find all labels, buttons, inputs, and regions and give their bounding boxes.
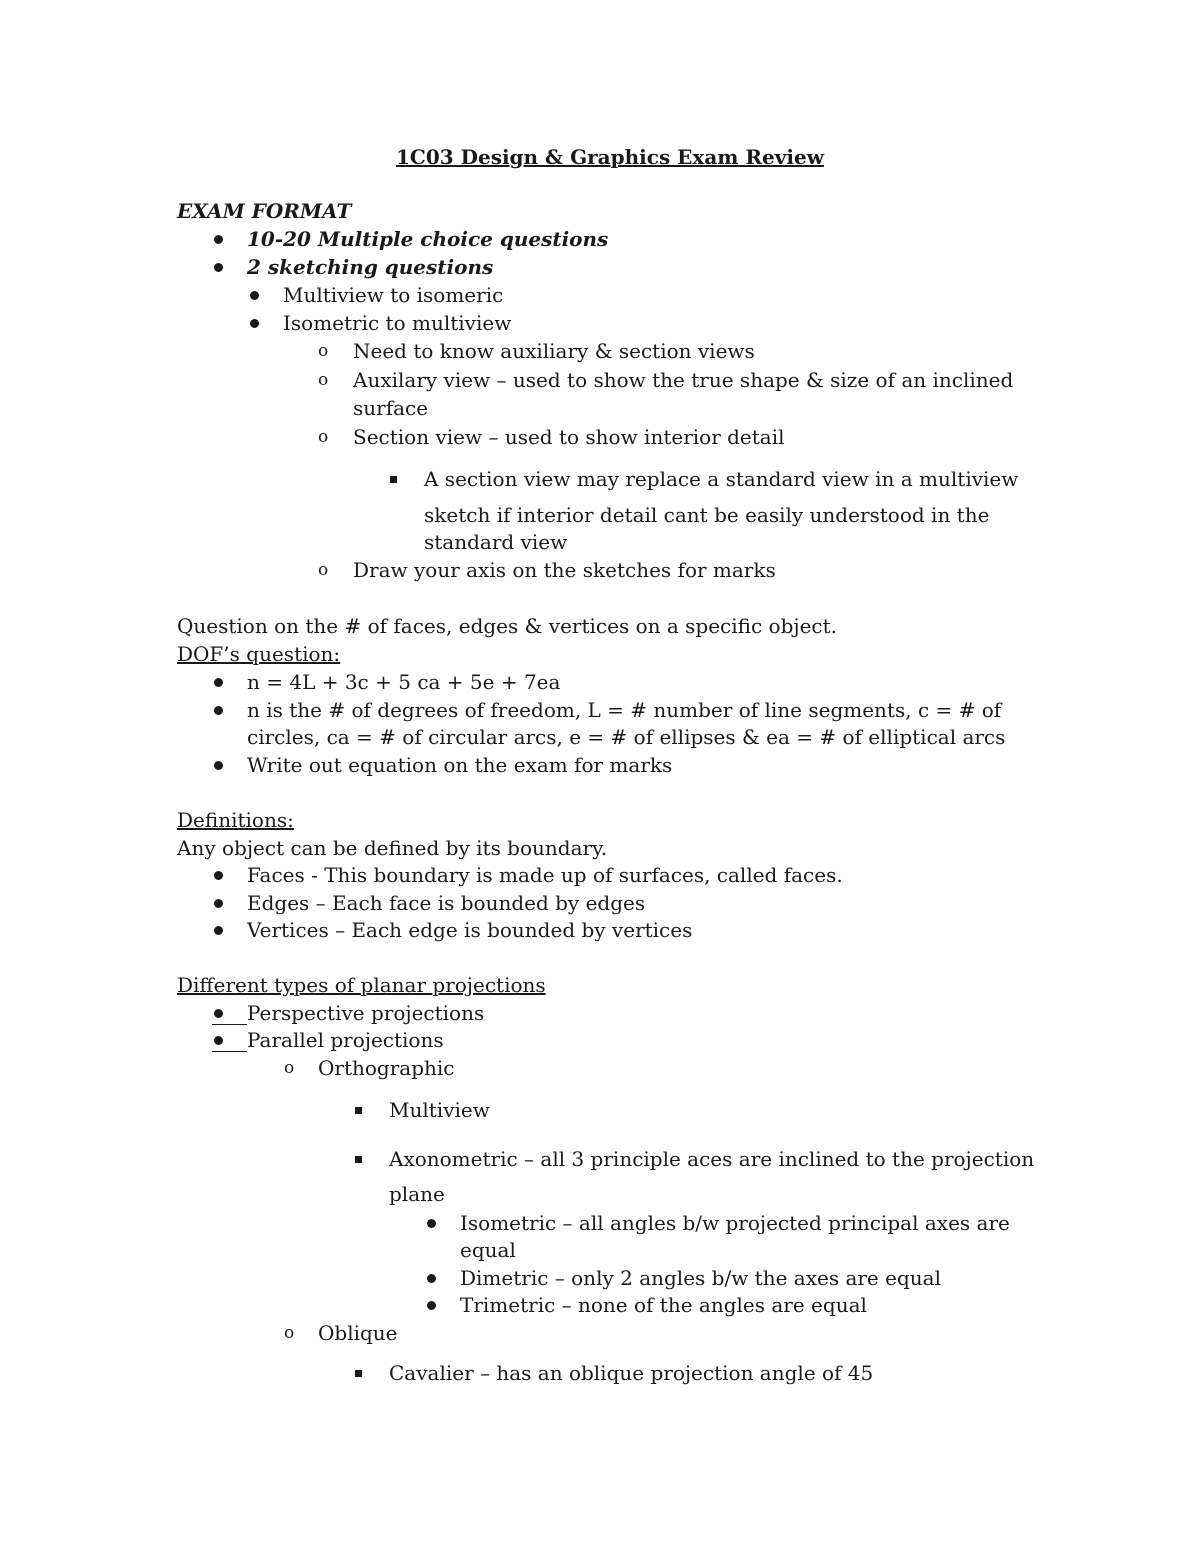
bullet-underline <box>212 1051 247 1052</box>
bullet-dot <box>214 263 223 272</box>
bullet-dot <box>250 291 259 300</box>
bullet-dot <box>214 678 223 687</box>
definition-item: Edges – Each face is bounded by edges <box>247 891 646 915</box>
exam-format-item: 10-20 Multiple choice questions <box>247 227 609 251</box>
bullet-dot <box>214 706 223 715</box>
circle-bullet-icon: o <box>318 370 329 390</box>
ortho-item: Axonometric – all 3 principle aces are inclined to the projection <box>389 1147 1035 1171</box>
sub-item: Need to know auxiliary & section views <box>353 339 755 363</box>
bullet-dot <box>214 1036 223 1045</box>
sub-item-continued: surface <box>353 396 429 420</box>
circle-bullet-icon: o <box>318 341 329 361</box>
oblique-label: Oblique <box>318 1321 398 1345</box>
projections-heading: Different types of planar projections <box>177 973 546 997</box>
bullet-dot <box>214 926 223 935</box>
square-bullet-icon <box>355 1370 362 1377</box>
circle-bullet-icon: o <box>318 427 329 447</box>
sketching-item: Isometric to multiview <box>283 311 512 335</box>
square-bullet-icon <box>390 476 397 483</box>
exam-format-item: 2 sketching questions <box>247 255 494 279</box>
section-note-line: A section view may replace a standard view in a multiview <box>424 467 1019 491</box>
sub-item: Auxilary view – used to show the true shape & size of an inclined <box>353 368 1014 392</box>
page-title: 1C03 Design & Graphics Exam Review <box>396 145 824 169</box>
axono-item: Isometric – all angles b/w projected principal axes are <box>460 1211 1010 1235</box>
bullet-dot <box>214 899 223 908</box>
square-bullet-icon <box>355 1156 362 1163</box>
section-note-line: standard view <box>424 530 568 554</box>
projection-item: Perspective projections <box>247 1001 485 1025</box>
bullet-dot <box>427 1301 436 1310</box>
definitions-heading: Definitions: <box>177 808 294 832</box>
dof-item: n = 4L + 3c + 5 ca + 5e + 7ea <box>247 670 561 694</box>
projection-item: Parallel projections <box>247 1028 444 1052</box>
axono-item: Dimetric – only 2 angles b/w the axes are equal <box>460 1266 941 1290</box>
bullet-dot <box>250 319 259 328</box>
dof-item: Write out equation on the exam for marks <box>247 753 673 777</box>
square-bullet-icon <box>355 1107 362 1114</box>
definition-item: Faces - This boundary is made up of surfaces, called faces. <box>247 863 843 887</box>
orthographic-label: Orthographic <box>318 1056 455 1080</box>
bullet-dot <box>214 761 223 770</box>
dof-heading: DOF’s question: <box>177 642 341 666</box>
bullet-dot <box>214 871 223 880</box>
bullet-dot <box>427 1219 436 1228</box>
bullet-dot <box>214 1009 223 1018</box>
sub-item: Section view – used to show interior detail <box>353 425 785 449</box>
bullet-dot <box>214 235 223 244</box>
ortho-item-continued: plane <box>389 1182 445 1206</box>
sketching-item: Multiview to isomeric <box>283 283 504 307</box>
exam-format-heading: EXAM FORMAT <box>177 199 352 223</box>
axono-item: Trimetric – none of the angles are equal <box>460 1293 867 1317</box>
bullet-underline <box>212 1024 247 1025</box>
sub-item: Draw your axis on the sketches for marks <box>353 558 776 582</box>
bullet-dot <box>427 1274 436 1283</box>
oblique-item: Cavalier – has an oblique projection angle of 45 <box>389 1361 874 1385</box>
axono-item-continued: equal <box>460 1238 516 1262</box>
circle-bullet-icon: o <box>284 1323 295 1343</box>
dof-item-continued: circles, ca = # of circular arcs, e = # of ellipses & ea = # of elliptical arcs <box>247 725 1006 749</box>
dof-item: n is the # of degrees of freedom, L = # number of line segments, c = # of <box>247 698 1002 722</box>
section-note-line: sketch if interior detail cant be easily understood in the <box>424 503 990 527</box>
circle-bullet-icon: o <box>318 560 329 580</box>
definitions-intro: Any object can be defined by its boundary. <box>177 836 608 860</box>
circle-bullet-icon: o <box>284 1058 295 1078</box>
ortho-item: Multiview <box>389 1098 490 1122</box>
question-line: Question on the # of faces, edges & vertices on a specific object. <box>177 614 838 638</box>
definition-item: Vertices – Each edge is bounded by vertices <box>247 918 693 942</box>
